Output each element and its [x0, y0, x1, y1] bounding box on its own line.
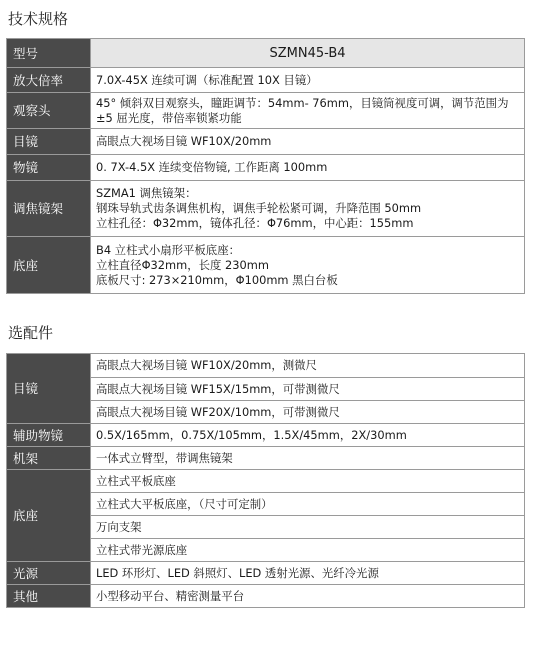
- acc-row: [7, 354, 525, 378]
- spec-row-magnification: [7, 68, 525, 93]
- spec-row-value-line: 底板尺寸: 273×210mm，Φ100mm 黑白台板: [96, 272, 338, 287]
- acc-label-stand: 机架: [7, 447, 91, 470]
- spec-row-value: 45° 倾斜双目观察头，瞳距调节：54mm- 76mm，目镜筒视度可调，调节范围为±5 屈光度，带倍率锁紧功能: [96, 95, 509, 125]
- spec-row-value: 高眼点大视场目镜 WF10X/20mm: [96, 134, 272, 148]
- spec-row-eyepiece: [7, 129, 525, 155]
- acc-item: 立柱式带光源底座: [96, 542, 188, 557]
- acc-row: [7, 562, 525, 585]
- spec-row-label: 观察头: [7, 93, 91, 129]
- spec-row-focus-mount: [7, 181, 525, 237]
- spec-row-label: 物镜: [7, 155, 91, 181]
- acc-row: [7, 470, 525, 493]
- model-label: 型号: [7, 39, 91, 68]
- spec-row-head: [7, 93, 525, 129]
- acc-item: 一体式立臂型，带调焦镜架: [96, 450, 233, 465]
- spec-section-title: 技术规格: [8, 10, 69, 28]
- acc-item: 高眼点大视场目镜 WF10X/20mm，测微尺: [96, 358, 317, 372]
- spec-row-value: 0. 7X-4.5X 连续变倍物镜, 工作距离 100mm: [96, 160, 328, 174]
- acc-label-eyepiece: 目镜: [7, 354, 91, 424]
- spec-row-value-line: 钢珠导轨式齿条调焦机构，调焦手轮松紧可调，升降范围 50mm: [96, 201, 422, 215]
- acc-label-light: 光源: [7, 562, 91, 585]
- spec-row-value: 7.0X-45X 连续可调（标准配置 10X 目镜）: [96, 72, 318, 87]
- acc-row: [7, 447, 525, 470]
- acc-item: 高眼点大视场目镜 WF15X/15mm，可带测微尺: [96, 381, 340, 396]
- spec-row-value-line: 立柱直径Φ32mm，长度 230mm: [96, 257, 269, 272]
- acc-label-aux-objective: 辅助物镜: [7, 424, 91, 447]
- spec-row-label: 目镜: [7, 129, 91, 155]
- spec-row-objective: [7, 155, 525, 181]
- acc-row: [7, 424, 525, 447]
- acc-label-base: 底座: [7, 470, 91, 562]
- acc-item: 立柱式大平板底座，（尺寸可定制）: [96, 496, 273, 511]
- acc-item: 万向支架: [96, 519, 142, 534]
- spec-table: [6, 38, 525, 294]
- acc-item: 0.5X/165mm，0.75X/105mm，1.5X/45mm，2X/30mm: [96, 427, 407, 442]
- spec-header-row: [7, 39, 525, 68]
- spec-row-value-line: SZMA1 调焦镜架：: [96, 186, 197, 200]
- spec-row-value-line: B4 立柱式小扇形平板底座：: [96, 242, 240, 257]
- spec-row-label: 底座: [7, 237, 91, 294]
- acc-label-other: 其他: [7, 585, 91, 608]
- acc-item: 高眼点大视场目镜 WF20X/10mm，可带测微尺: [96, 404, 340, 419]
- spec-row-value-line: 立柱孔径：Φ32mm，镜体孔径：Φ76mm，中心距：155mm: [96, 216, 414, 230]
- acc-row: [7, 585, 525, 608]
- spec-row-label: 调焦镜架: [7, 181, 91, 237]
- accessories-section-title: 选配件: [8, 324, 54, 342]
- acc-item: 立柱式平板底座: [96, 473, 176, 488]
- acc-item: LED 环形灯、LED 斜照灯、LED 透射光源、光纤冷光源: [96, 565, 379, 580]
- acc-item: 小型移动平台、精密测量平台: [96, 588, 245, 603]
- spec-row-base: [7, 237, 525, 294]
- spec-row-label: 放大倍率: [7, 68, 91, 93]
- accessories-table: [6, 353, 525, 608]
- model-value: SZMN45-B4: [91, 39, 525, 68]
